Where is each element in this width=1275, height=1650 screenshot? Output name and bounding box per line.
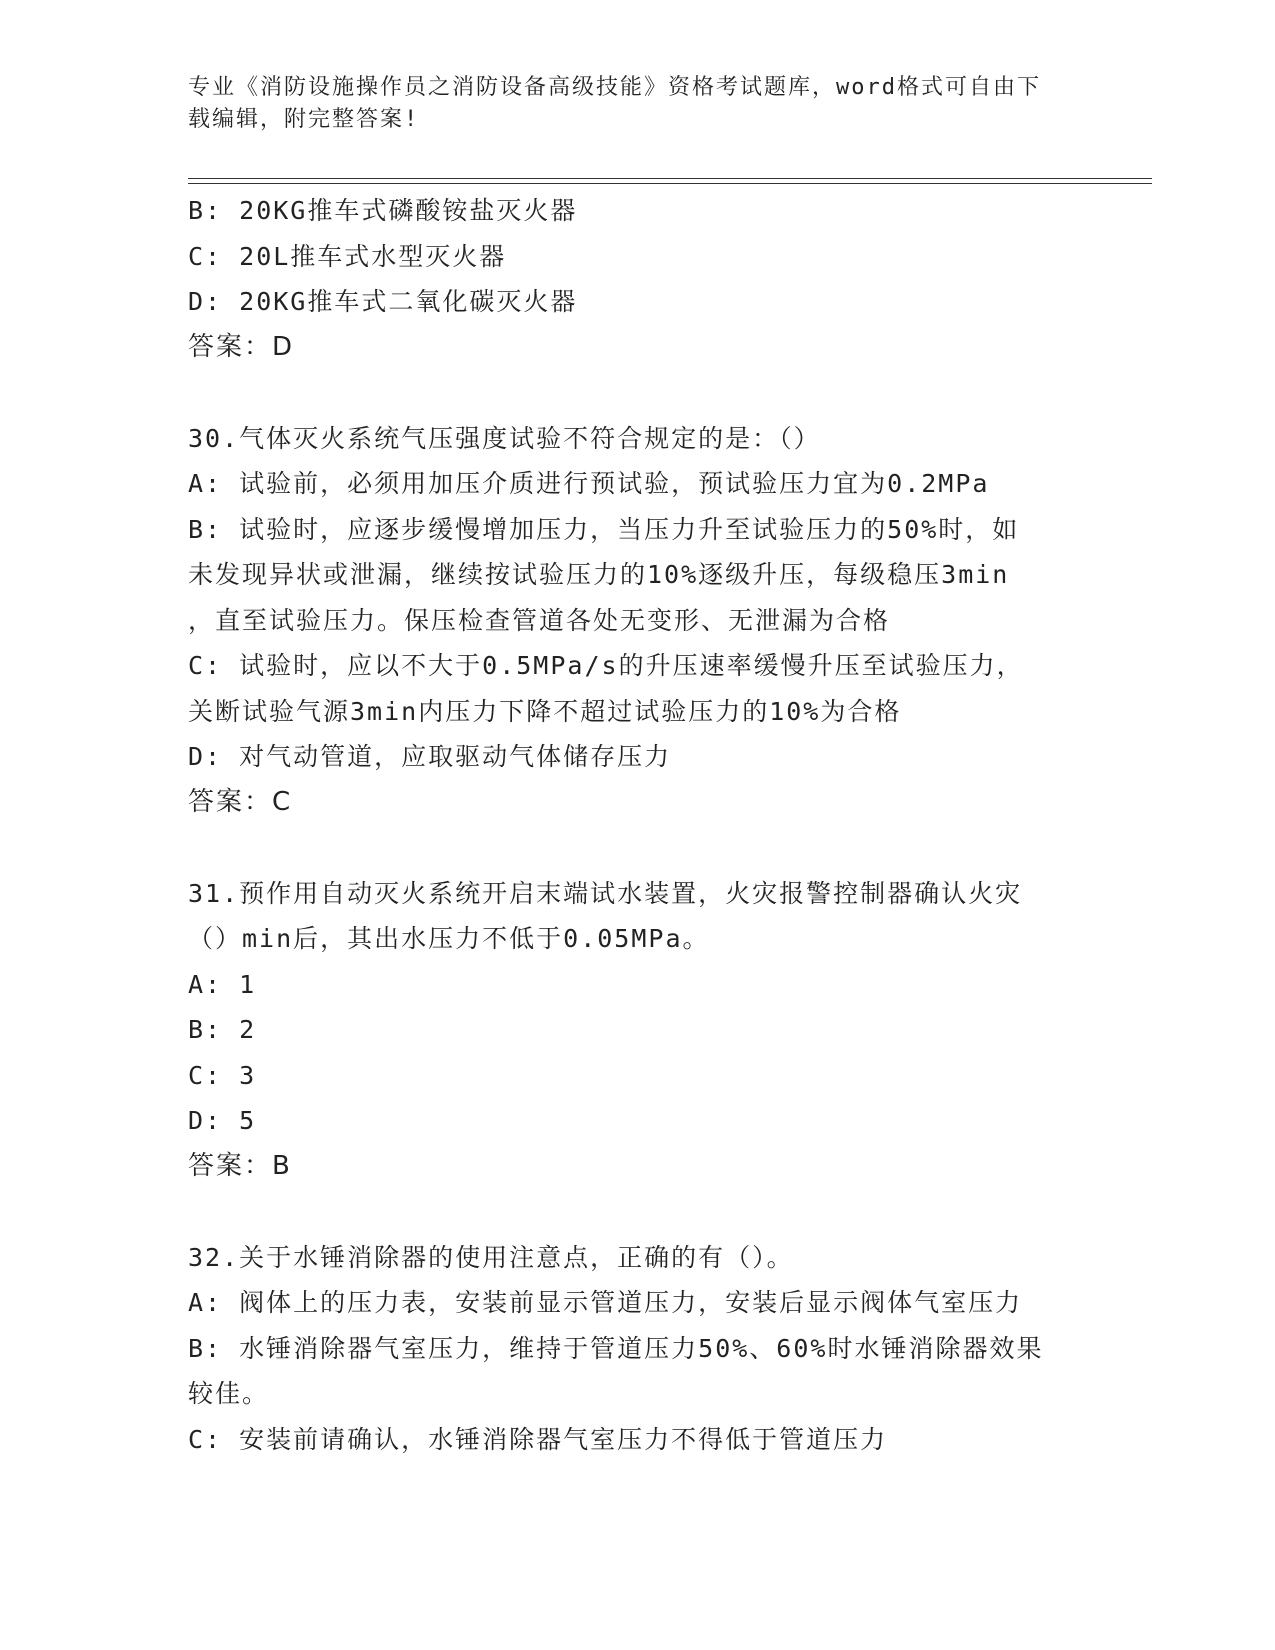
option-d: D: 对气动管道，应取驱动气体储存压力 bbox=[188, 742, 672, 771]
document-body bbox=[188, 188, 1088, 1462]
question-text: 32.关于水锤消除器的使用注意点，正确的有（）。 bbox=[188, 1242, 794, 1272]
question-32 bbox=[188, 1235, 1088, 1463]
question-29-tail bbox=[188, 188, 1088, 370]
option-b-cont-1: 未发现异状或泄漏，继续按试验压力的10%逐级升压，每级稳压3min bbox=[188, 560, 1010, 589]
answer: 答案：D bbox=[188, 331, 295, 362]
option-d: D: 20KG推车式二氧化碳灭火器 bbox=[188, 287, 578, 316]
question-text: 31.预作用自动灭火系统开启末端试水装置，火灾报警控制器确认火灾 bbox=[188, 878, 1023, 908]
header-line-2: 载编辑，附完整答案! bbox=[188, 107, 420, 132]
question-31 bbox=[188, 871, 1088, 1190]
option-b: B: 20KG推车式磷酸铵盐灭火器 bbox=[188, 196, 578, 225]
question-text: 30.气体灭火系统气压强度试验不符合规定的是：（） bbox=[188, 423, 821, 453]
spacer bbox=[188, 1189, 1088, 1235]
option-b: B: 水锤消除器气室压力，维持于管道压力50%、60%时水锤消除器效果 bbox=[188, 1333, 1044, 1363]
question-text-cont: （）min后，其出水压力不低于0.05MPa。 bbox=[188, 924, 710, 953]
answer: 答案：B bbox=[188, 1150, 292, 1181]
option-c: C: 试验时，应以不大于0.5MPa/s的升压速率缓慢升压至试验压力， bbox=[188, 651, 1024, 680]
header-divider-top bbox=[188, 178, 1152, 179]
option-b-cont-2: ，直至试验压力。保压检查管道各处无变形、无泄漏为合格 bbox=[188, 605, 891, 635]
question-30 bbox=[188, 416, 1088, 826]
option-b: B: 2 bbox=[188, 1015, 257, 1044]
spacer bbox=[188, 825, 1088, 871]
option-c: C: 安装前请确认，水锤消除器气室压力不得低于管道压力 bbox=[188, 1424, 888, 1454]
spacer bbox=[188, 370, 1088, 416]
header-line-1: 专业《消防设施操作员之消防设备高级技能》资格考试题库，word格式可自由下 bbox=[188, 75, 1041, 100]
option-a: A: 试验前，必须用加压介质进行预试验，预试验压力宜为0.2MPa bbox=[188, 469, 990, 498]
answer: 答案：C bbox=[188, 786, 293, 817]
option-b-cont: 较佳。 bbox=[188, 1379, 270, 1408]
option-c: C: 20L推车式水型灭火器 bbox=[188, 241, 507, 271]
document-header bbox=[188, 72, 1088, 136]
option-c: C: 3 bbox=[188, 1060, 257, 1090]
option-c-cont: 关断试验气源3min内压力下降不超过试验压力的10%为合格 bbox=[188, 696, 902, 726]
option-a: A: 1 bbox=[188, 969, 257, 999]
option-b: B: 试验时，应逐步缓慢增加压力，当压力升至试验压力的50%时，如 bbox=[188, 514, 1020, 544]
option-d: D: 5 bbox=[188, 1106, 257, 1135]
option-a: A: 阀体上的压力表，安装前显示管道压力，安装后显示阀体气室压力 bbox=[188, 1288, 1023, 1317]
header-divider-bottom bbox=[188, 183, 1152, 184]
